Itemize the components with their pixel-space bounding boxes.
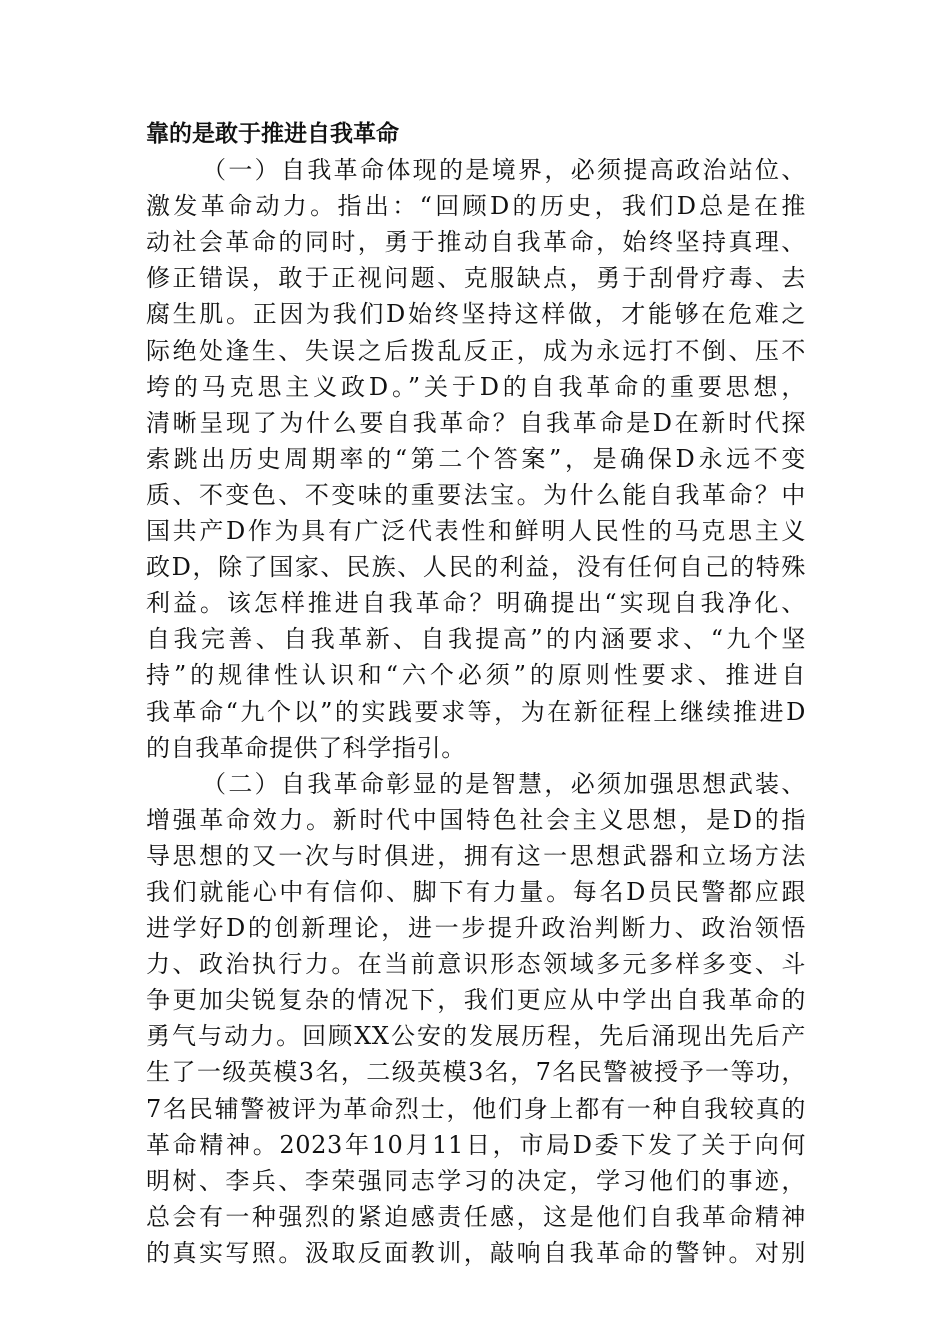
- text-line: 的自我革命提供了科学指引。: [146, 733, 466, 762]
- text-line: 总会有一种强烈的紧迫感责任感，这是他们自我革命精神: [146, 1202, 806, 1231]
- text-line: 我们就能心中有信仰、脚下有力量。每名D员民警都应跟: [146, 877, 806, 906]
- text-line: 力、政治执行力。在当前意识形态领域多元多样多变、斗: [146, 950, 806, 979]
- text-line: 争更加尖锐复杂的情况下，我们更应从中学出自我革命的: [146, 986, 806, 1015]
- document-body: [146, 116, 806, 1271]
- text-line: 际绝处逢生、失误之后拨乱反正，成为永远打不倒、压不: [146, 336, 806, 365]
- text-line: 利益。该怎样推进自我革命？明确提出“实现自我净化、: [146, 589, 806, 618]
- text-line: 修正错误，敢于正视问题、克服缺点，勇于刮骨疗毒、去: [146, 264, 806, 293]
- text-line: 明树、李兵、李荣强同志学习的决定，学习他们的事迹，: [146, 1166, 806, 1195]
- text-line: 动社会革命的同时，勇于推动自我革命，始终坚持真理、: [146, 228, 806, 257]
- text-line: 持”的规律性认识和“六个必须”的原则性要求、推进自: [146, 661, 806, 690]
- text-line: 腐生肌。正因为我们D始终坚持这样做，才能够在危难之: [146, 300, 806, 329]
- text-line: 导思想的又一次与时俱进，拥有这一思想武器和立场方法: [146, 841, 806, 870]
- text-line: 的真实写照。汲取反面教训，敲响自我革命的警钟。对别: [146, 1238, 806, 1267]
- text-line: 增强革命效力。新时代中国特色社会主义思想，是D的指: [146, 805, 806, 834]
- text-line: 清晰呈现了为什么要自我革命？自我革命是D在新时代探: [146, 408, 806, 437]
- text-line: 激发革命动力。指出：“回顾D的历史，我们D总是在推: [146, 192, 806, 221]
- text-line: 我革命“九个以”的实践要求等，为在新征程上继续推进D: [146, 697, 806, 726]
- text-line: 国共产D作为具有广泛代表性和鲜明人民性的马克思主义: [146, 517, 806, 546]
- text-line: 自我完善、自我革新、自我提高”的内涵要求、“九个坚: [146, 625, 806, 654]
- text-line: 垮的马克思主义政D。”关于D的自我革命的重要思想，: [146, 372, 806, 401]
- paragraph-2: [146, 766, 806, 1271]
- text-line: 7名民辅警被评为革命烈士，他们身上都有一种自我较真的: [146, 1094, 806, 1123]
- section-heading: 靠的是敢于推进自我革命: [146, 121, 399, 147]
- text-line: 政D，除了国家、民族、人民的利益，没有任何自己的特殊: [146, 553, 806, 582]
- text-line: 勇气与动力。回顾XX公安的发展历程，先后涌现出先后产: [146, 1022, 806, 1051]
- text-line: 质、不变色、不变味的重要法宝。为什么能自我革命？中: [146, 480, 806, 509]
- paragraph-1: [146, 152, 806, 766]
- text-line: 索跳出历史周期率的“第二个答案”，是确保D永远不变: [146, 444, 806, 473]
- text-line: （一）自我革命体现的是境界，必须提高政治站位、: [202, 156, 806, 185]
- text-line: 进学好D的创新理论，进一步提升政治判断力、政治领悟: [146, 914, 806, 943]
- text-line: 革命精神。2023年10月11日，市局D委下发了关于向何: [146, 1130, 806, 1159]
- text-line: 生了一级英模3名，二级英模3名，7名民警被授予一等功，: [146, 1058, 806, 1087]
- text-line: （二）自我革命彰显的是智慧，必须加强思想武装、: [202, 769, 806, 798]
